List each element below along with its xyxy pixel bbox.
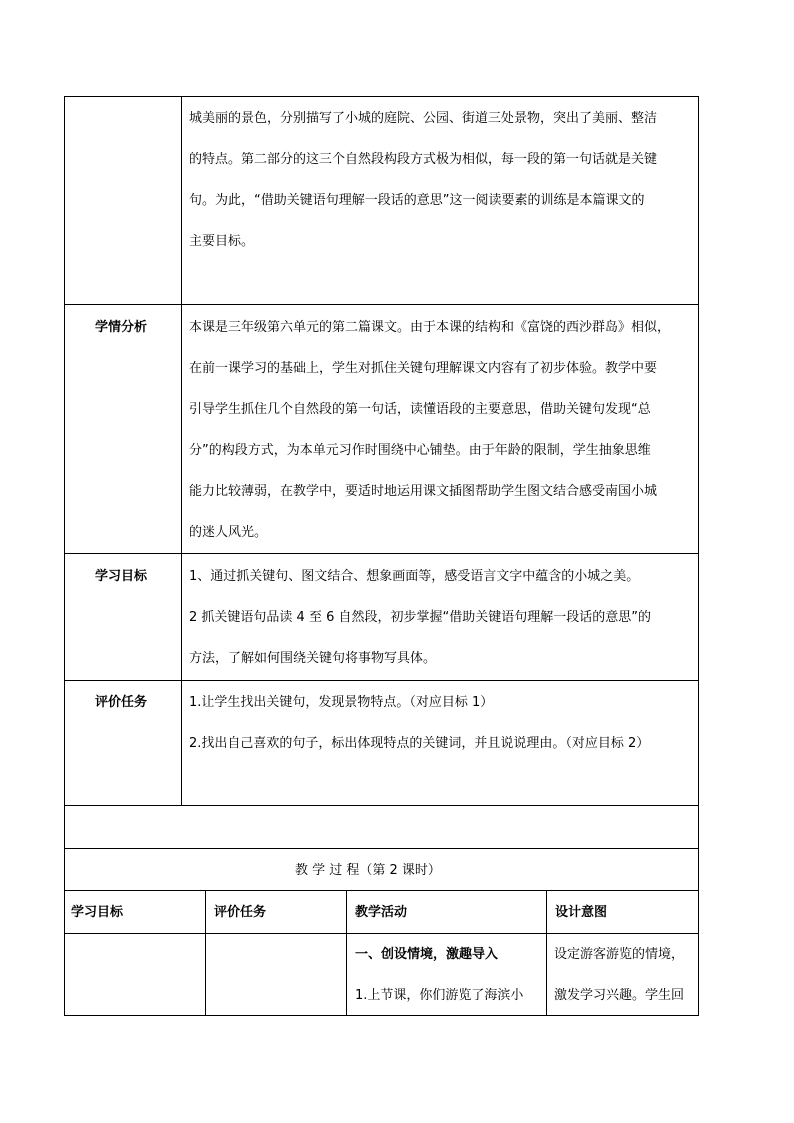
top-text-line-1: 城美丽的景色，分别描写了小城的庭院、公园、街道三处景物，突出了美丽、整洁: [189, 111, 658, 126]
table-left-border: [64, 96, 65, 1016]
tasks-line-1: 1.让学生找出关键句，发现景物特点。（对应目标 1）: [189, 695, 494, 710]
analysis-line-6: 的迷人风光。: [189, 525, 268, 540]
row-divider-6: [64, 890, 699, 891]
intent-line-1: 设定游客游览的情境，: [554, 947, 685, 962]
row-divider-3: [64, 680, 699, 681]
goals-line-1: 1、通过抓关键句、图文结合、想象画面等，感受语言文字中蕴含的小城之美。: [189, 569, 640, 584]
analysis-line-4: 分”的构段方式，为本单元习作时围绕中心铺垫。由于年龄的限制，学生抽象思维: [189, 443, 651, 458]
header-design-intent: 设计意图: [555, 905, 608, 920]
row-divider-7: [64, 933, 699, 934]
process-title: 教 学 过 程（第 2 课时）: [295, 863, 441, 878]
process-column-divider-2: [346, 890, 347, 1016]
table-top-border: [64, 96, 699, 97]
top-text-line-2: 的特点。第二部分的这三个自然段构段方式极为相似，每一段的第一句话就是关键: [189, 152, 658, 167]
tasks-label: 评价任务: [95, 695, 148, 710]
row-divider-5: [64, 848, 699, 849]
table-right-border: [698, 96, 699, 1016]
analysis-label: 学情分析: [95, 320, 148, 335]
table-bottom-border: [64, 1015, 699, 1016]
process-column-divider-3: [546, 890, 547, 1016]
process-column-divider-1: [205, 890, 206, 1016]
label-column-divider: [181, 96, 182, 805]
goals-line-2: 2 抓关键语句品读 4 至 6 自然段，初步掌握“借助关键语句理解一段话的意思”的: [189, 610, 651, 625]
analysis-line-2: 在前一课学习的基础上，学生对抓住关键句理解课文内容有了初步体验。教学中要: [189, 361, 658, 376]
activity-line-1: 1.上节课，你们游览了海滨小: [355, 988, 524, 1003]
header-evaluation-tasks: 评价任务: [214, 905, 267, 920]
row-divider-4: [64, 805, 699, 806]
header-teaching-activities: 教学活动: [355, 905, 408, 920]
tasks-line-2: 2.找出自己喜欢的句子，标出体现特点的关键词，并且说说理由。（对应目标 2）: [189, 736, 650, 751]
analysis-line-1: 本课是三年级第六单元的第二篇课文。由于本课的结构和《富饶的西沙群岛》相似，: [189, 320, 671, 335]
activity-heading: 一、创设情境，激趣导入: [355, 947, 499, 962]
top-text-line-3: 句。为此，“借助关键语句理解一段话的意思”这一阅读要素的训练是本篇课文的: [189, 193, 645, 208]
analysis-line-3: 引导学生抓住几个自然段的第一句话，读懂语段的主要意思，借助关键句发现“总: [189, 402, 651, 417]
goals-label: 学习目标: [95, 569, 148, 584]
row-divider-1: [64, 304, 699, 305]
row-divider-2: [64, 553, 699, 554]
intent-line-2: 激发学习兴趣。学生回: [554, 988, 685, 1003]
top-text-line-4: 主要目标。: [189, 234, 255, 249]
analysis-line-5: 能力比较薄弱，在教学中，要适时地运用课文插图帮助学生图文结合感受南国小城: [189, 484, 658, 499]
goals-line-3: 方法，了解如何围绕关键句将事物写具体。: [189, 651, 437, 666]
header-learning-goals: 学习目标: [71, 905, 124, 920]
